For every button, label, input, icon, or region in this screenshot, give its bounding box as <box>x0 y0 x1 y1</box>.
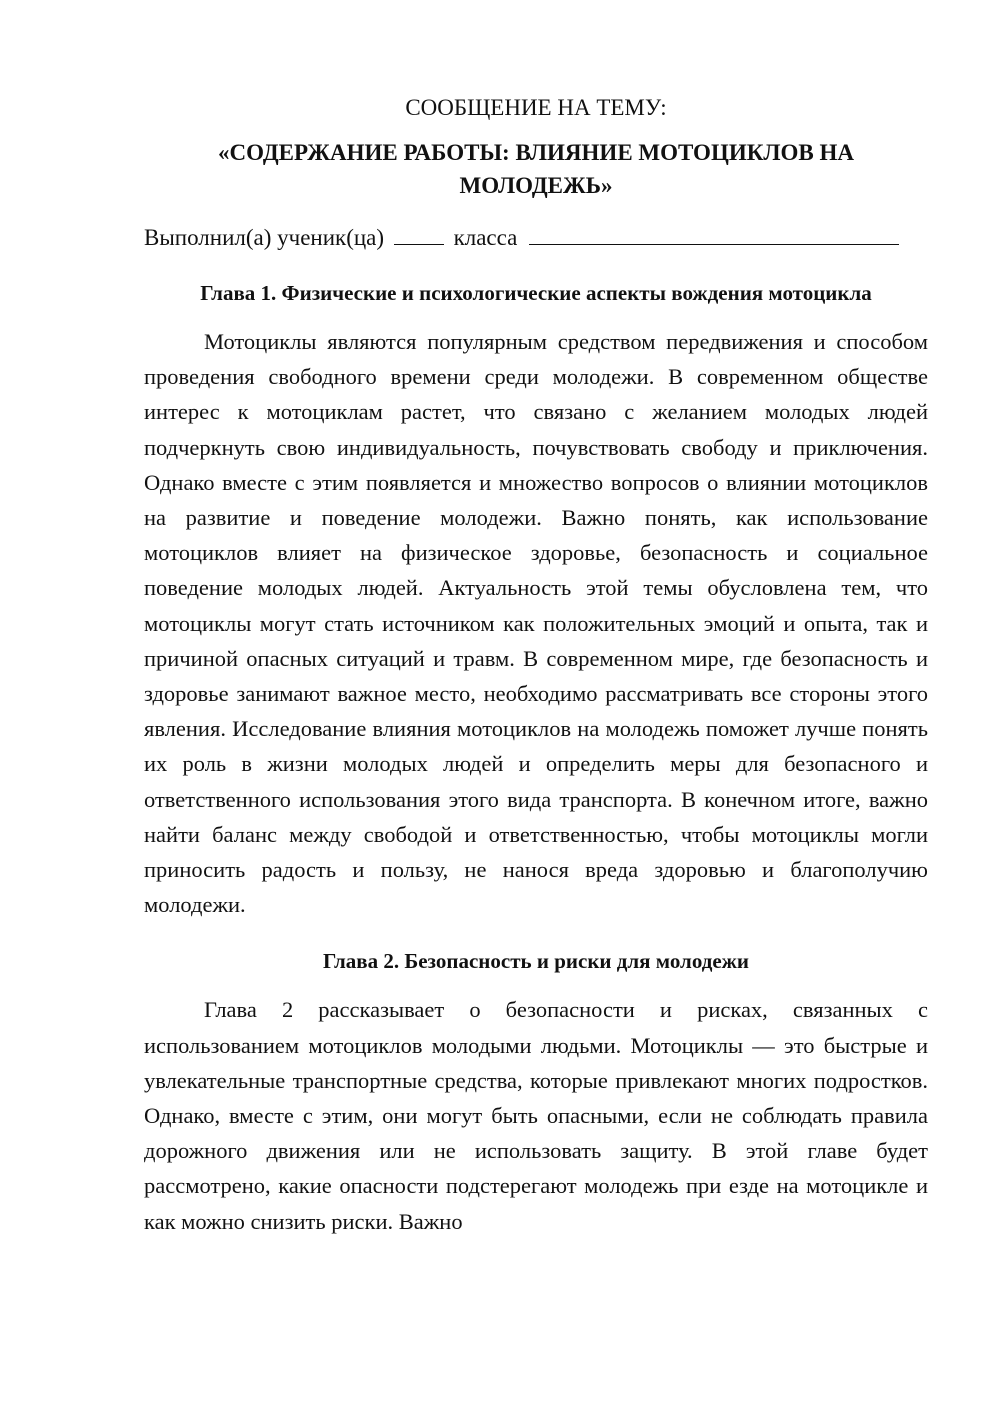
chapter2-title: Глава 2. Безопасность и риски для молодежи <box>322 949 749 974</box>
author-prefix: Выполнил(а) ученик(ца) <box>144 225 385 250</box>
chapter1-paragraph: Мотоциклы являются популярным средством передвижения и способом проведения свободного времени среди молодежи. В современном обществе интерес к мотоциклам растет, что связано с желанием молодых людей подчеркнуть свою индивидуальность, почувствовать свободу и приключения. Однако вместе с этим появляется и множество вопросов о влиянии мотоциклов на развитие и поведение молодежи. Важно понять, как использование мотоциклов влияет на физическое здоровье, безопасность и социальное поведение молодых людей. Актуальность этой темы обусловлена тем, что мотоциклы могут стать источником как положительных эмоций и опыта, так и причиной опасных ситуаций и травм. В современном мире, где безопасность и здоровье занимают важное место, необходимо рассматривать все стороны этого явления. Исследование влияния мотоциклов на молодежь поможет лучше понять их роль в жизни молодых людей и определить меры для безопасного и ответственного использования этого вида транспорта. В конечном итоге, важно найти баланс между свободой и ответственностью, чтобы мотоциклы могли приносить радость и пользу, не нанося вреда здоровью и благополучию молодежи. <box>144 329 928 918</box>
class-label: класса <box>453 225 518 250</box>
report-type-heading: СООБЩЕНИЕ НА ТЕМУ: <box>405 95 667 120</box>
document-page <box>144 92 928 1239</box>
student-name-blank <box>529 224 899 245</box>
author-line <box>144 222 928 254</box>
class-number-blank <box>394 224 444 245</box>
report-title: «СОДЕРЖАНИЕ РАБОТЫ: ВЛИЯНИЕ МОТОЦИКЛОВ НА МОЛОДЕЖЬ» <box>217 140 855 198</box>
chapter2-paragraph: Глава 2 рассказывает о безопасности и рисках, связанных с использованием мотоциклов молодыми людьми. Мотоциклы — это быстрые и увлекательные транспортные средства, которые привлекают многих подростков. Однако, вместе с этим, они могут быть опасными, если не соблюдать правила дорожного движения или не использовать защиту. В этой главе будет рассмотрено, какие опасности подстерегают молодежь при езде на мотоцикле и как можно снизить риски. Важно <box>144 997 928 1234</box>
chapter1-title: Глава 1. Физические и психологические аспекты вождения мотоцикла <box>200 281 872 305</box>
